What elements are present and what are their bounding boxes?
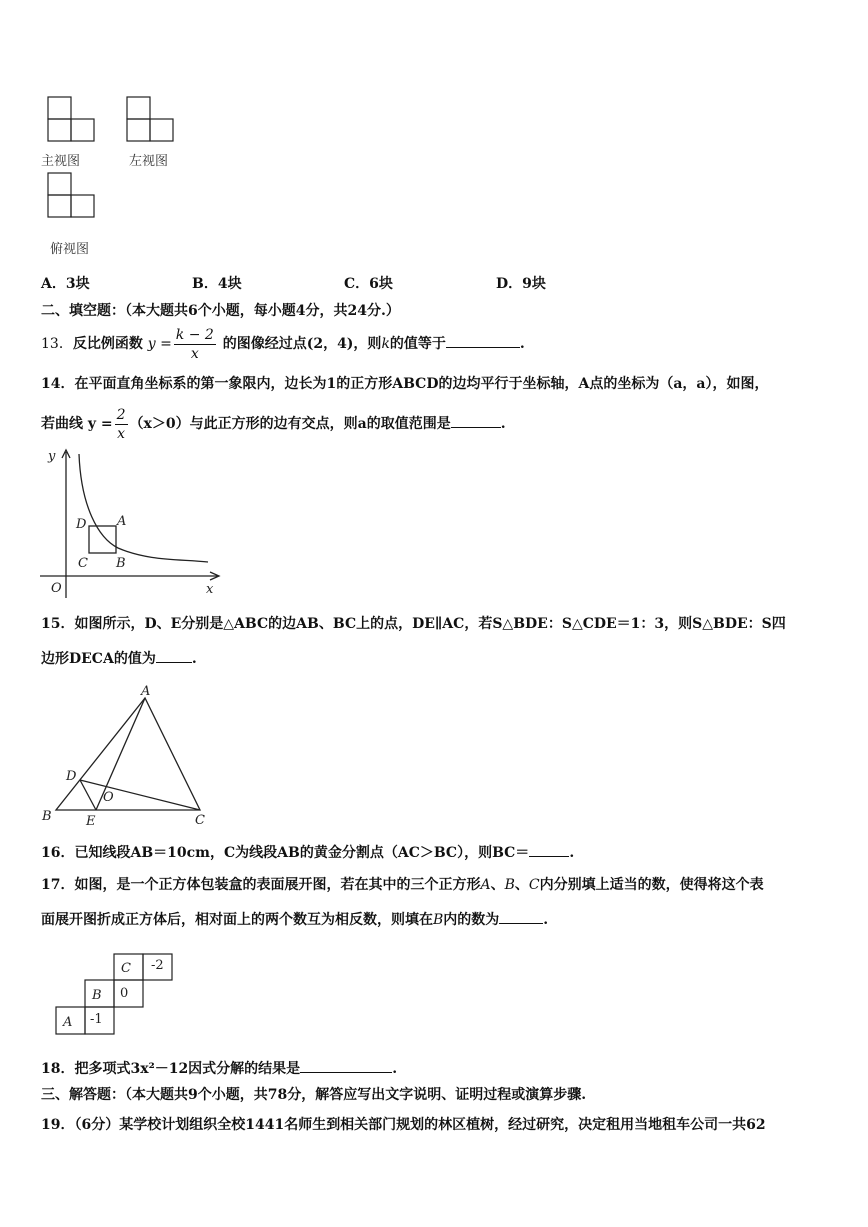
net-cell-a: A	[63, 1015, 73, 1030]
vertex-c-label: C	[78, 556, 88, 571]
net-cell-minus-2: -2	[151, 958, 164, 973]
fraction-2-over-x: $\frac{2}{x}$	[116, 406, 126, 442]
vertex-c-label: C	[195, 813, 205, 828]
answer-blank-15	[156, 648, 192, 663]
answer-blank-13	[446, 333, 520, 348]
vertex-e-label: E	[86, 814, 96, 828]
point-o-label: O	[103, 790, 114, 805]
question-14-line-1: 14．在平面直角坐标系的第一象限内，边长为1的正方形ABCD的边均平行于坐标轴，A点的坐标为（a，a），如图，	[41, 376, 769, 392]
net-cell-0: 0	[120, 986, 129, 1001]
vertex-d-label: D	[66, 769, 77, 784]
origin-label: O	[51, 581, 62, 596]
question-17-line-1: 17．如图，是一个正方体包装盒的表面展开图，若在其中的三个正方形A、B、C内分别填上适当的数，使得将这个表	[41, 877, 764, 893]
question-14-line-2: 若曲线 y = $\frac{2}{x}$ （x＞0）与此正方形的边有交点，则a的取值范围是 .	[41, 406, 506, 442]
question-13: 13．反比例函数 y = $\frac{k - 2}{x}$ 的图像经过点(2，4)，则k的值等于 .	[41, 326, 525, 362]
vertex-a-label: A	[117, 514, 127, 529]
section-2-heading: 二、填空题：（本大题共6个小题，每小题4分，共24分.）	[41, 303, 400, 319]
fraction-k-minus-2-over-x: $\frac{k - 2}{x}$	[175, 326, 214, 362]
vertex-b-label: B	[42, 809, 52, 824]
q15-triangle-figure	[40, 682, 220, 828]
question-19: 19．（6分）某学校计划组织全校1441名师生到相关部门规划的林区植树，经过研究，决定租用当地租车公司一共62	[41, 1117, 766, 1133]
x-axis-label: x	[206, 582, 214, 597]
question-16: 16．已知线段AB＝10cm，C为线段AB的黄金分割点（AC＞BC），则BC＝ .	[41, 842, 574, 863]
top-view-caption: 俯视图	[50, 242, 90, 257]
net-cell-b: B	[92, 988, 102, 1003]
question-15-line-1: 15．如图所示，D、E分别是△ABC的边AB、BC上的点，DE∥AC，若S△BDE：S△CDE＝1：3，则S△BDE：S四	[41, 616, 786, 632]
q14-graph-figure	[38, 446, 228, 604]
y-axis-label: y	[48, 449, 56, 464]
question-17-line-2: 面展开图折成正方体后，相对面上的两个数互为相反数，则填在B内的数为 .	[41, 909, 548, 930]
question-18: 18．把多项式3x²－12因式分解的结果是 .	[41, 1058, 397, 1079]
option-b: B．4块	[192, 276, 242, 292]
option-a: A．3块	[41, 276, 90, 292]
answer-blank-18	[300, 1058, 392, 1073]
option-c: C．6块	[344, 276, 393, 292]
answer-blank-17	[499, 909, 543, 924]
front-view-caption: 主视图	[41, 154, 81, 169]
question-15-line-2: 边形DECA的值为 .	[41, 648, 197, 669]
left-view-caption: 左视图	[129, 154, 169, 169]
front-view-figure	[46, 96, 96, 144]
top-view-figure	[46, 172, 96, 220]
left-view-figure	[125, 96, 175, 144]
answer-blank-16	[529, 842, 569, 857]
option-d: D．9块	[496, 276, 546, 292]
net-cell-c: C	[121, 961, 131, 976]
net-cell-minus-1: -1	[90, 1012, 103, 1027]
section-3-heading: 三、解答题：（本大题共9个小题，共78分，解答应写出文字说明、证明过程或演算步骤.	[41, 1087, 587, 1103]
vertex-b-label: B	[116, 556, 126, 571]
vertex-d-label: D	[76, 517, 87, 532]
vertex-a-label: A	[141, 684, 151, 699]
answer-blank-14	[451, 413, 501, 428]
q17-cube-net-figure	[54, 952, 178, 1038]
